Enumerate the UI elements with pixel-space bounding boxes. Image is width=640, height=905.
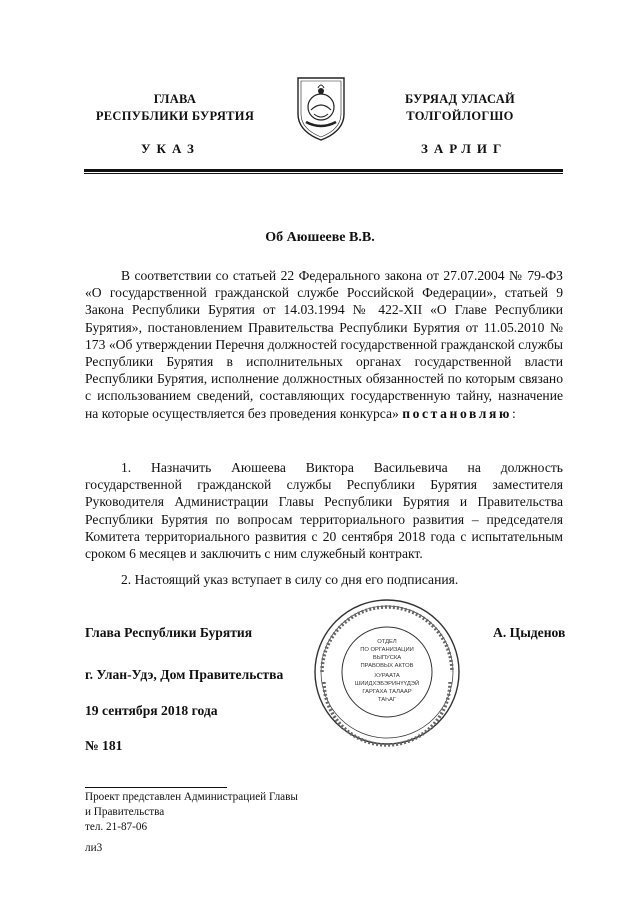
header-left-line2: РЕСПУБЛИКИ БУРЯТИЯ bbox=[95, 109, 255, 123]
doc-type-left: УКАЗ bbox=[141, 141, 200, 156]
stamp-line-6: ГАРГАХА ТАЛААР bbox=[362, 689, 412, 695]
decree-number: № 181 bbox=[85, 738, 123, 753]
stamp-line-0: ОТДЕЛ bbox=[377, 639, 397, 645]
footer-divider bbox=[85, 787, 227, 788]
signature-date: 19 сентября 2018 года bbox=[85, 703, 218, 718]
item-1-paragraph bbox=[85, 459, 563, 562]
footer-line-1: Проект представлен Администрацией Главы bbox=[85, 791, 298, 803]
stamp-line-2: ВЫПУСКА bbox=[372, 655, 402, 661]
header-rule-thin bbox=[84, 173, 563, 174]
item-2-paragraph bbox=[85, 571, 563, 588]
stamp-line-3: ПРАВОВЫХ АКТОВ bbox=[360, 663, 414, 669]
stamp-line-7: ТАҺАГ bbox=[377, 697, 397, 703]
header-right-line2: ТОЛГОЙЛОГШО bbox=[406, 109, 514, 123]
stamp-line-5: ШИИДХЭБЭРИНҮҮДЭЙ bbox=[354, 681, 420, 687]
coat-of-arms-emblem bbox=[292, 74, 350, 142]
preamble-colon: : bbox=[511, 405, 516, 421]
header-right-line1: БУРЯАД УЛАСАЙ bbox=[404, 92, 516, 106]
signature-place: г. Улан-Удэ, Дом Правительства bbox=[85, 667, 284, 682]
item-1-text: 1. Назначить Аюшеева Виктора Васильевича на должность государственной гражданской службы Республики Бурятия заместителя Руководителя Администрации Главы Республики Бурятия и Правительства Республики Бурятия по вопросам территориального развития – председателя Комитета территориального развития с 20 сентября 2018 года с испытательным сроком 6 месяцев и заключить с ним служебный контракт. bbox=[85, 460, 563, 562]
stamp-line-4: ХУРААТА bbox=[374, 673, 400, 679]
header-left-block bbox=[70, 91, 280, 125]
footer-phone: тел. 21-87-06 bbox=[85, 821, 148, 833]
footer-line-2: и Правительства bbox=[85, 806, 165, 818]
decree-word: постановляю bbox=[402, 405, 512, 421]
signature-name: А. Цыденов bbox=[493, 625, 566, 640]
doc-type-right: ЗАРЛИГ bbox=[421, 141, 508, 156]
signature-position: Глава Республики Бурятия bbox=[85, 625, 253, 640]
header-left-line1: ГЛАВА bbox=[153, 92, 197, 106]
item-2-text: 2. Настоящий указ вступает в силу со дня его подписания. bbox=[121, 572, 459, 587]
preamble-text: В соответствии со статьей 22 Федерального закона от 27.07.2004 № 79-ФЗ «О государственной гражданской службе Российской Федерации», статьей 9 Закона Республики Бурятия от 14.03.1994 № 422-XII «О Главе Республики Бурятия», постановлением Правительства Республики Бурятия от 11.05.2010 № 173 «Об утверждении Перечня должностей государственной гражданской службы Республики Бурятия в исполнительных органах государственной власти Республики Бурятия, исполнение должностных обязанностей по которым связано с использованием сведений, составляющих государственную тайну, назначение на которые осуществляется без проведения конкурса» bbox=[85, 268, 563, 421]
header-rule-thick bbox=[84, 169, 563, 172]
footer-code: ли3 bbox=[85, 842, 103, 854]
header-right-block bbox=[355, 91, 565, 125]
official-seal-stamp bbox=[312, 597, 462, 747]
preamble-paragraph bbox=[85, 267, 563, 422]
stamp-line-1: ПО ОРГАНИЗАЦИИ bbox=[360, 647, 414, 653]
decree-title: Об Аюшееве В.В. bbox=[265, 230, 375, 245]
